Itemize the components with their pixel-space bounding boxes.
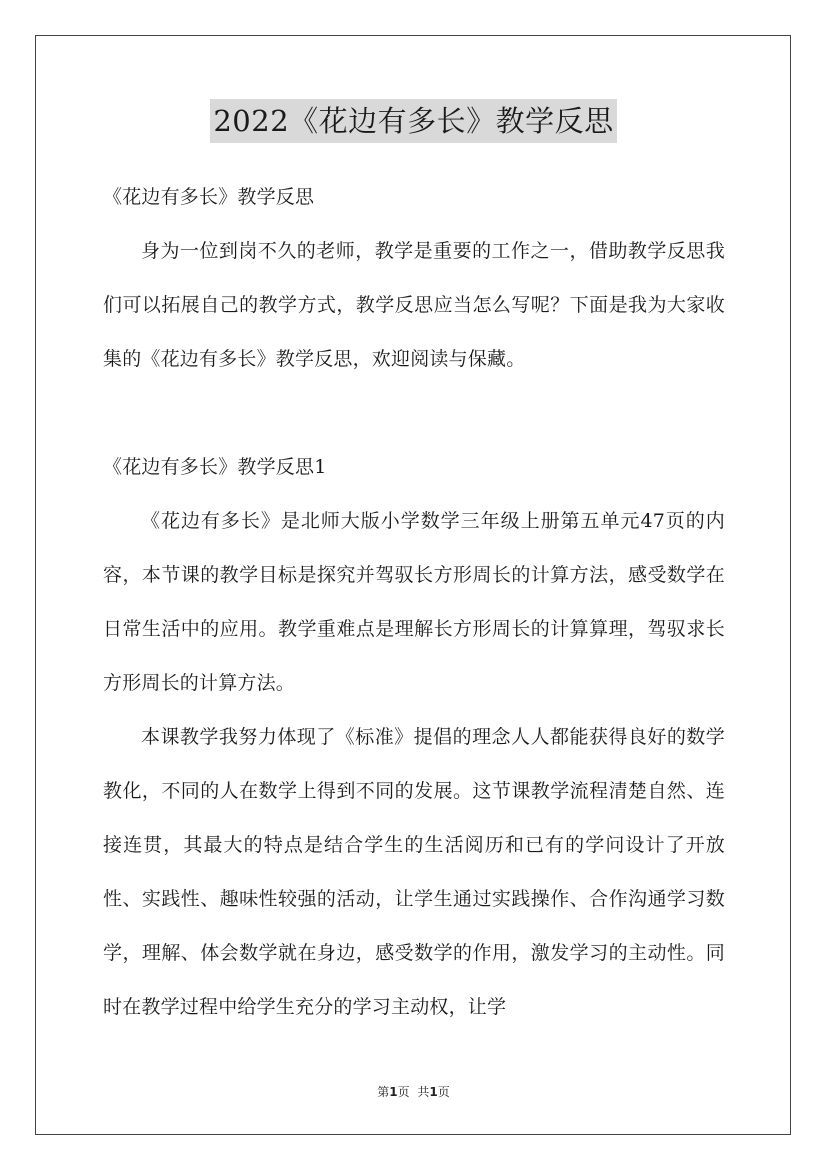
- footer-page-suffix: 页: [397, 1085, 410, 1099]
- document-title: 2022《花边有多长》教学反思: [210, 99, 616, 143]
- document-body: [103, 170, 725, 1034]
- section1-paragraph-1: 《花边有多长》是北师大版小学数学三年级上册第五单元47页的内容，本节课的教学目标是探究并驾驭长方形周长的计算方法，感受数学在日常生活中的应用。教学重难点是理解长方形周长的计算算理，驾驭求长方形周长的计算方法。: [103, 510, 725, 694]
- footer-page-prefix: 第: [377, 1085, 390, 1099]
- intro-paragraph: 身为一位到岗不久的老师，教学是重要的工作之一，借助教学反思我们可以拓展自己的教学方式，教学反思应当怎么写呢？下面是我为大家收集的《花边有多长》教学反思，欢迎阅读与保藏。: [103, 240, 725, 370]
- footer-total-number: 1: [429, 1085, 438, 1099]
- title-container: [0, 99, 827, 143]
- page-footer: [0, 1084, 827, 1100]
- intro-heading: 《花边有多长》教学反思: [103, 186, 315, 208]
- footer-total-prefix: 共: [417, 1085, 430, 1099]
- footer-total-suffix: 页: [437, 1085, 450, 1099]
- section1-paragraph-2: 本课教学我努力体现了《标准》提倡的理念人人都能获得良好的数学教化，不同的人在数学上得到不同的发展。这节课教学流程清楚自然、连接连贯，其最大的特点是结合学生的生活阅历和已有的学问设计了开放性、实践性、趣味性较强的活动，让学生通过实践操作、合作沟通学习数学，理解、体会数学就在身边，感受数学的作用，激发学习的主动性。同时在教学过程中给学生充分的学习主动权，让学: [103, 726, 725, 1018]
- section-spacer: [103, 386, 725, 440]
- section1-heading: 《花边有多长》教学反思1: [103, 456, 327, 478]
- footer-page-number: 1: [389, 1085, 398, 1099]
